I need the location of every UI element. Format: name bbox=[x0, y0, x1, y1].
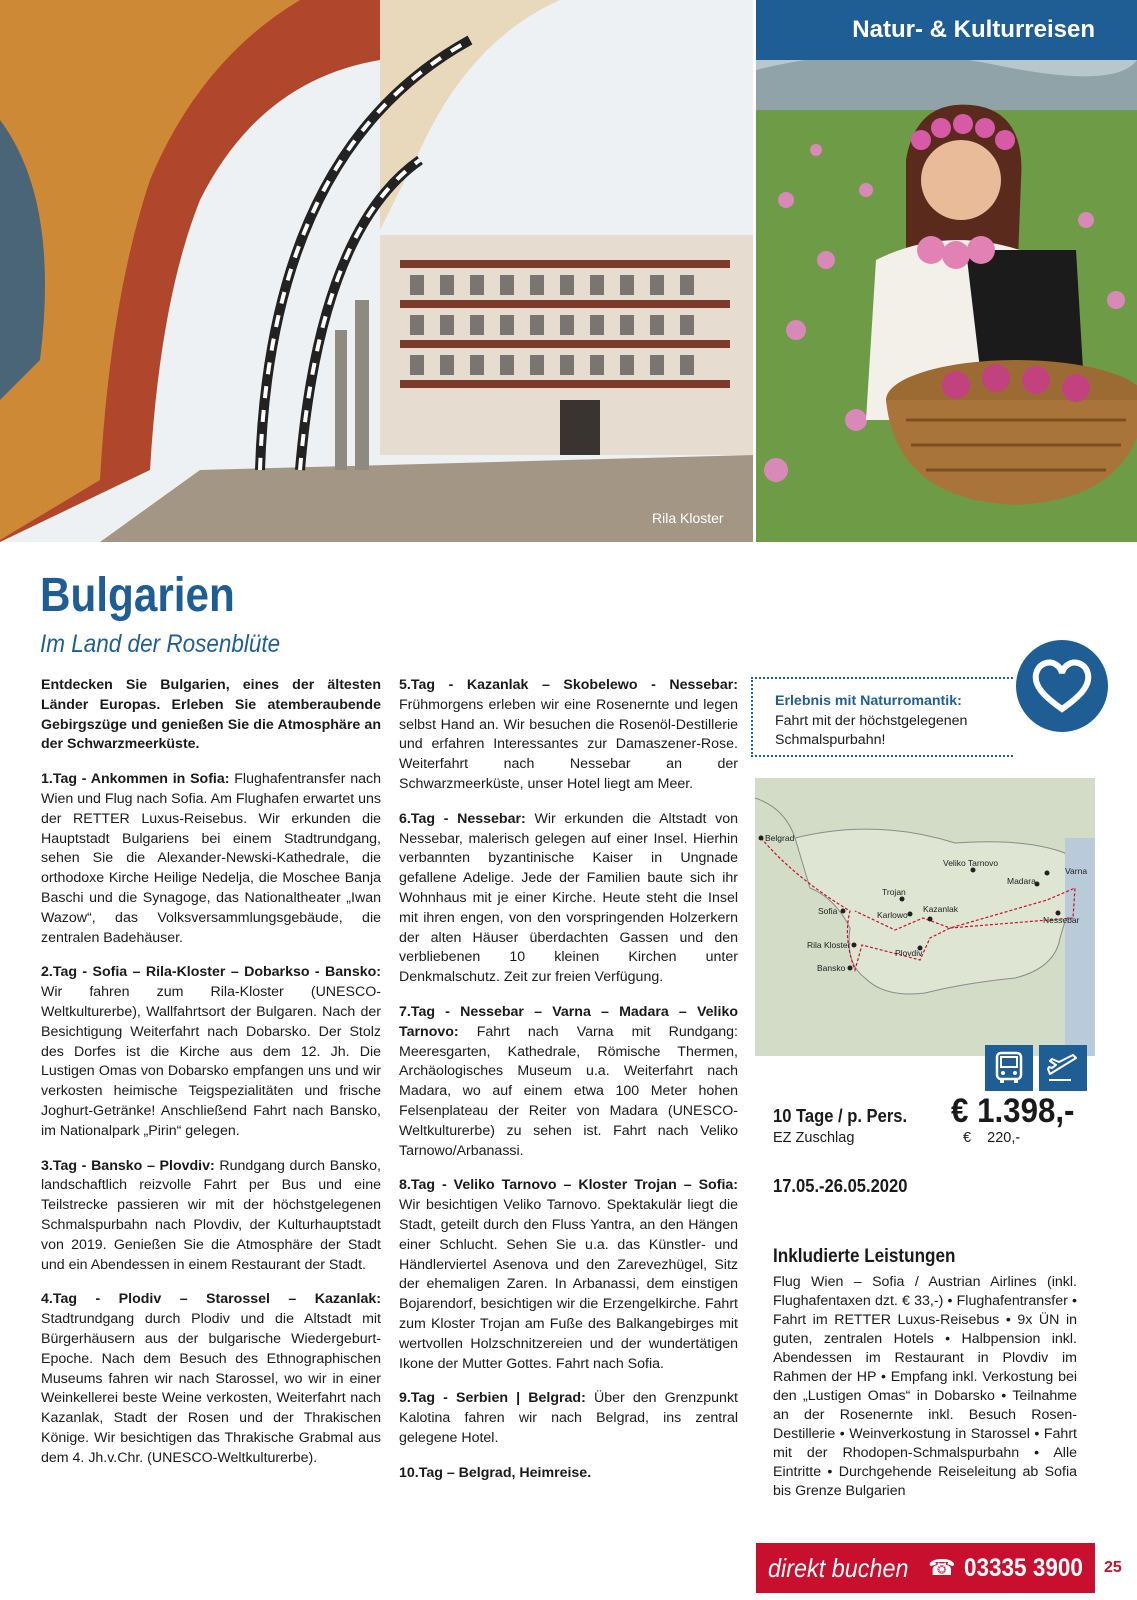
rose-harvest-photo bbox=[756, 0, 1137, 542]
map-label-kazanlak: Kazanlak bbox=[923, 904, 958, 914]
itinerary-column-1 bbox=[41, 676, 381, 1483]
booking-label: direkt buchen bbox=[768, 1552, 909, 1583]
page-title: Bulgarien bbox=[40, 569, 235, 622]
route-map bbox=[755, 778, 1095, 1056]
single-supplement-value: € 220,- bbox=[963, 1130, 1021, 1146]
day-8: 8.Tag - Veliko Tarnovo – Kloster Trojan – Sofia: Wir besichtigen Veliko Tarnovo. Spektakulär liegt die Stadt, geteilt durch den Fluss Yantra, an den Hängen einer Schlucht. Sehen Sie u.a. das Künstler- und Händlerviertel Asenova und den Zarevezhügel, Sitz der ehemaligen Zaren. In Arbanassi, dem einstigen Bojarendorf, besichtigen wir die Erzengelkirche. Fahrt zum Kloster Trojan am Fuße des Balkangebirges mit wertvollen Holzschnitzereien und der wundertätigen Ikone der Mutter Gottes. Fahrt nach Sofia. bbox=[399, 1177, 738, 1372]
category-banner: Natur- & Kulturreisen bbox=[756, 0, 1137, 60]
day-5: 5.Tag - Kazanlak – Skobelewo - Nessebar: Frühmorgens erleben wir eine Rosenernte und legen selbst Hand an. Wir besuchen die Rosenöl-Destillerie und erfahren Interessantes zur Damaszener-Rose. Weiterfahrt nach Nessebar an der Schwarzmeerküste, unser Hotel liegt am Meer. bbox=[399, 677, 738, 792]
included-title: Inkludierte Leistungen bbox=[773, 1246, 956, 1267]
included-text: Flug Wien – Sofia / Austrian Airlines (inkl. Flughafentaxen dzt. € 33,-) • Flughafentransfer • Fahrt im RETTER Luxus-Reisebus • 9x ÜN in guten, zentralen Hotels • Halbpension inkl. Abendessen im Restaurant in Plovdiv im Rahmen der HP • Empfang inkl. Verkostung bei den „Lustigen Omas“ in Dobarsko • Teilnahme an der Rosenernte inkl. Besuch Rosen-Destillerie • Weinverkostung in Starossel • Fahrt mit der Rhodopen-Schmalspurbahn • Alle Eintritte • Durchgehende Reiseleitung ab Sofia bis Grenze Bulgarien bbox=[773, 1274, 1077, 1499]
intro-paragraph: Entdecken Sie Bulgarien, eines der ältesten Länder Europas. Erleben Sie atemberaubende Gebirgszüge und genießen Sie die Atmosphäre an der Schwarzmeerküste. bbox=[41, 677, 381, 753]
day-6: 6.Tag - Nessebar: Wir erkunden die Altstadt von Nessebar, malerisch gelegen auf einer Insel. Hierhin verbannten byzantinische Kaiser in Ungnade gefallene Adelige. Jede der Familien baute sich ihr Wohnhaus mit je einer Kirche. Heute steht die Insel mit ihren engen, von den vorspringenden Holzerkern der alten Häuser überdachten Gassen und den verbliebenen 10 kleinen Kirchen unter Denkmalschutz. Zeit zur freien Verfügung. bbox=[399, 810, 738, 986]
map-label-nessebar: Nessebar bbox=[1043, 915, 1080, 925]
phone-icon: ☎ bbox=[928, 1555, 956, 1580]
price-amount: € 1.398,- bbox=[951, 1092, 1075, 1130]
itinerary-column-2 bbox=[399, 676, 738, 1498]
day-3: 3.Tag - Bansko – Plovdiv: Rundgang durch Bansko, landschaftlich reizvolle Fahrt per Bus und eine Teilstrecke passieren wir mit der höchstgelegenen Schmalspurbahn nach Plovdiv, der Kulturhauptstadt von 2019. Genießen Sie die Atmosphäre der Stadt und ein Abendessen in einem Restaurant der Stadt. bbox=[41, 1157, 381, 1273]
map-label-rila-kloster: Rila Kloster bbox=[807, 940, 851, 950]
map-label-belgrad: Belgrad bbox=[765, 833, 795, 843]
map-label-bansko: Bansko bbox=[817, 963, 846, 973]
day-1: 1.Tag - Ankommen in Sofia: Flughafentransfer nach Wien und Flug nach Sofia. Am Flughafen erwartet uns der RETTER Luxus-Reisebus. Wir erkunden die Hauptstadt Bulgariens bei einem Stadtrundgang, sehen Sie die Alexander-Newski-Kathedrale, die orthodoxe Kirche Heilige Nedelja, die Moschee Banja Baschi und die Synagoge, das Nationaltheater „Iwan Wazow“, das Volksversammlungsgebäude, die zentralen Badehäuser. bbox=[41, 771, 381, 946]
map-label-sofia: Sofia bbox=[818, 906, 838, 916]
heart-badge bbox=[1016, 640, 1108, 732]
photo-caption: Rila Kloster bbox=[652, 510, 724, 526]
page-subtitle: Im Land der Rosenblüte bbox=[40, 630, 281, 658]
highlight-text: Fahrt mit der höchstgelegenen Schmalspurbahn! bbox=[775, 712, 968, 748]
map-label-veliko-tarnovo: Veliko Tarnovo bbox=[943, 858, 999, 868]
day-4: 4.Tag - Plodiv – Starossel – Kazanlak: Stadtrundgang durch Plodiv und die Altstadt mit Bürgerhäusern aus der bulgarische Wiedergeburt-Epoche. Nach dem Besuch des Ethnographischen Museums fahren wir nach Starossel, wo wir in einer Weinkellerei beste Weine verkosten, Weiterfahrt nach Kazanlak, Stadt der Rosen und der Thrakischen Könige. Wir besichtigen das Thrakische Grabmal aus dem 4. Jh.v.Chr. (UNESCO-Weltkulturerbe). bbox=[41, 1291, 381, 1466]
travel-date: 17.05.-26.05.2020 bbox=[773, 1176, 908, 1196]
highlight-note bbox=[775, 692, 1005, 751]
plane-badge bbox=[1039, 1045, 1087, 1091]
map-label-madara: Madara bbox=[1007, 876, 1036, 886]
day-2: 2.Tag - Sofia – Rila-Kloster – Dobarkso - Bansko: Wir fahren zum Rila-Kloster (UNESCO-Weltkulturerbe), Wallfahrtsort der Bulgaren. Nach der Besichtigung Weiterfahrt nach Dobarsko. Der Stolz des Dorfes ist die Kirche aus dem 12. Jh. Die Lustigen Omas von Dobarsko empfangen uns und wir verkosten heimische Teigspezialitäten und frische Joghurt-Getränke! Anschließend Fahrt nach Bansko, im Nationalpark „Pirin“ gelegen. bbox=[41, 964, 381, 1139]
plane-icon bbox=[1047, 1052, 1079, 1084]
price-label: 10 Tage / p. Pers. bbox=[773, 1106, 908, 1126]
rose-girl-illustration bbox=[756, 0, 1137, 542]
booking-bar[interactable] bbox=[756, 1543, 1095, 1593]
map-label-trojan: Trojan bbox=[882, 887, 906, 897]
map-label-plovdiv: Plovdiv bbox=[895, 948, 923, 958]
map-label-karlowo: Karlowo bbox=[877, 910, 908, 920]
day-9: 9.Tag - Serbien | Belgrad: Über den Grenzpunkt Kalotina fahren wir nach Belgrad, ins zentral gelegene Hotel. bbox=[399, 1390, 738, 1446]
highlight-heading: Erlebnis mit Naturromantik: bbox=[775, 693, 962, 709]
day-10: 10.Tag – Belgrad, Heimreise. bbox=[399, 1464, 592, 1481]
day-7: 7.Tag - Nessebar – Varna – Madara – Veliko Tarnovo: Fahrt nach Varna mit Rundgang: Meeresgarten, Kathedrale, Römische Thermen, Archäologisches Museum u.a. Weiterfahrt nach Madara, wo auf einem etwa 100 Meter hohen Felsenplateau der Reiter von Madara (UNESCO-Weltkulturerbe) zu sehen ist. Fahrt nach Veliko Tarnowo/Arbanassi. bbox=[399, 1003, 738, 1159]
bus-icon bbox=[994, 1051, 1024, 1085]
bus-badge bbox=[985, 1045, 1033, 1091]
map-label-varna: Varna bbox=[1065, 866, 1088, 876]
page-number: 25 bbox=[1104, 1559, 1122, 1576]
single-supplement-label: EZ Zuschlag bbox=[773, 1130, 855, 1146]
rila-monastery-photo bbox=[0, 0, 753, 542]
booking-phone[interactable]: 03335 3900 bbox=[963, 1553, 1083, 1582]
monastery-illustration bbox=[0, 0, 753, 542]
heart-icon bbox=[1032, 659, 1092, 713]
